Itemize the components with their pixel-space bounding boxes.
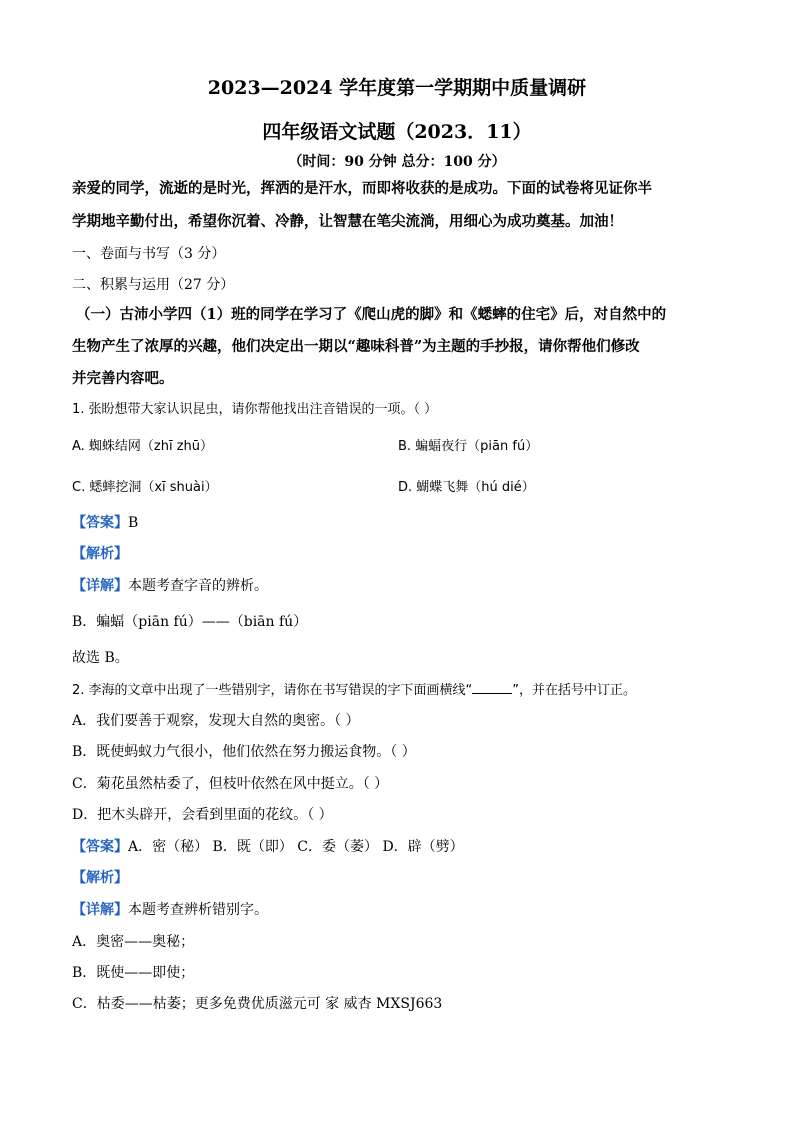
q2-stem	[72, 681, 636, 700]
q2-fix-a: A．奥密——奥秘；	[72, 934, 195, 950]
underline-blank	[472, 681, 512, 694]
q2-item-d: D．把木头辟开，会看到里面的花纹。（ ）	[72, 807, 333, 823]
group1-line-3: 并完善内容吧。	[72, 370, 174, 387]
q1-option-c: C. 蟋蟀挖洞（xī shuài）	[72, 480, 218, 495]
q1-conclusion: 故选 B。	[72, 650, 129, 666]
q2-detail-text: 本题考查辨析错别字。	[128, 902, 268, 918]
q1-answer	[72, 514, 138, 532]
group1-line-2: 生物产生了浓厚的兴趣，他们决定出一期以“趣味科普”为主题的手抄报，请你帮他们修改	[72, 338, 640, 355]
detail-tag: 【详解】	[72, 902, 128, 918]
exam-subtitle: 四年级语文试题（2023．11）	[262, 121, 532, 143]
q1-option-d: D. 蝴蝶飞舞（hú dié）	[398, 480, 535, 495]
q2-item-b: B．既使蚂蚁力气很小，他们依然在努力搬运食物。（ ）	[72, 744, 416, 760]
section-heading-1: 一、卷面与书写（3 分）	[72, 246, 226, 262]
q2-item-a: A．我们要善于观察，发现大自然的奥密。（ ）	[72, 713, 360, 729]
q1-detail	[72, 577, 268, 595]
detail-tag: 【详解】	[72, 578, 128, 594]
q1-fix: B．蝙蝠（piān fú）——（biān fú）	[72, 614, 308, 630]
q1-analysis-tag: 【解析】	[72, 546, 128, 562]
q2-detail	[72, 901, 268, 919]
q1-option-b: B. 蝙蝠夜行（piān fú）	[398, 439, 539, 454]
exam-meta: （时间：90 分钟 总分：100 分）	[288, 154, 506, 170]
q1-option-a: A. 蜘蛛结网（zhī zhū）	[72, 439, 214, 454]
answer-tag: 【答案】	[72, 839, 128, 855]
answer-tag: 【答案】	[72, 515, 128, 531]
intro-line-2: 学期地辛勤付出，希望你沉着、冷静，让智慧在笔尖流淌，用细心为成功奠基。加油！	[72, 213, 623, 230]
q1-detail-text: 本题考查字音的辨析。	[128, 578, 268, 594]
q2-answer	[72, 838, 464, 856]
q1-answer-value: B	[128, 515, 139, 531]
q2-stem-after: ”，并在括号中订正。	[512, 683, 637, 698]
q2-stem-before: 2. 李海的文章中出现了一些错别字，请你在书写错误的字下面画横线“	[72, 683, 473, 698]
section-heading-2: 二、积累与运用（27 分）	[72, 277, 235, 293]
q2-fix-c: C．枯委——枯萎；更多免费优质滋元可 家 威杏 MXSJ663	[72, 996, 443, 1012]
q2-item-c: C．菊花虽然枯委了，但枝叶依然在风中挺立。（ ）	[72, 776, 389, 792]
group1-line-1: （一）古沛小学四（1）班的同学在学习了《爬山虎的脚》和《蟋蟀的住宅》后，对自然中的	[76, 306, 667, 323]
q2-analysis-tag: 【解析】	[72, 870, 128, 886]
q2-fix-b: B．既使——即使；	[72, 965, 195, 981]
exam-title: 2023—2024 学年度第一学期期中质量调研	[207, 77, 587, 99]
q2-answer-value: A．密（秘） B．既（即） C．委（萎） D．辟（劈）	[128, 839, 464, 855]
q1-stem: 1. 张盼想带大家认识昆虫，请你帮他找出注音错误的一项。（ ）	[72, 402, 438, 417]
intro-line-1: 亲爱的同学，流逝的是时光，挥洒的是汗水，而即将收获的是成功。下面的试卷将见证你半	[72, 180, 652, 197]
